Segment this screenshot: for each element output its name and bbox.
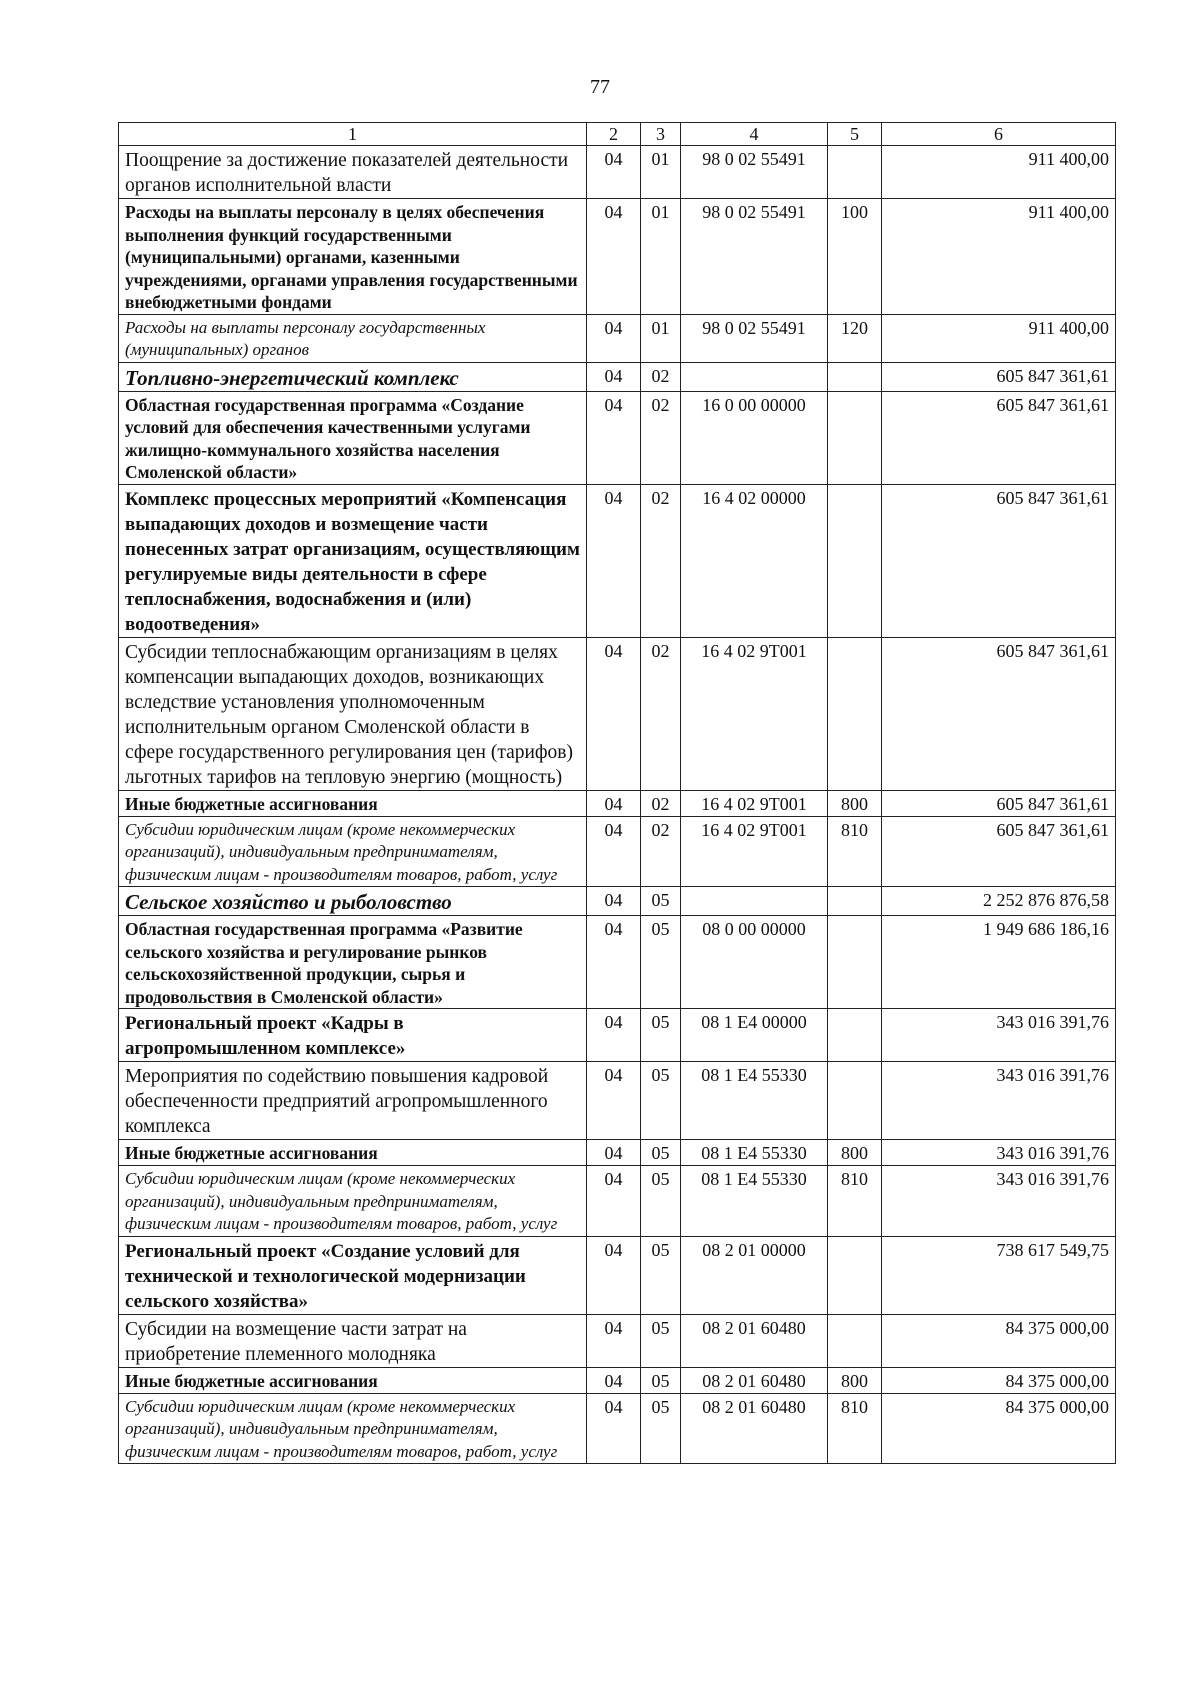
section-code-cell: 04 [587, 1166, 641, 1237]
subsection-code-cell: 02 [641, 362, 681, 391]
target-article-cell: 08 0 00 00000 [681, 916, 828, 1009]
target-article-cell: 08 2 01 00000 [681, 1236, 828, 1314]
amount-cell: 605 847 361,61 [882, 484, 1116, 637]
section-code-cell: 04 [587, 199, 641, 315]
target-article-cell: 16 4 02 9Т001 [681, 816, 828, 887]
target-article-cell: 98 0 02 55491 [681, 146, 828, 199]
row-name-cell: Субсидии юридическим лицам (кроме некоммерческих организаций), индивидуальным предпринимателям, физическим лицам - производителям товаров, работ, услуг [119, 1393, 587, 1464]
column-header: 3 [641, 123, 681, 146]
amount-cell: 605 847 361,61 [882, 816, 1116, 887]
amount-cell: 911 400,00 [882, 146, 1116, 199]
expense-type-cell [828, 1236, 882, 1314]
target-article-cell: 08 1 Е4 55330 [681, 1166, 828, 1237]
amount-cell: 911 400,00 [882, 199, 1116, 315]
expense-type-cell: 810 [828, 1166, 882, 1237]
subsection-code-cell: 05 [641, 916, 681, 1009]
amount-cell: 2 252 876 876,58 [882, 887, 1116, 916]
subsection-code-cell: 05 [641, 1236, 681, 1314]
subsection-code-cell: 01 [641, 146, 681, 199]
expense-type-cell [828, 1009, 882, 1062]
expense-type-cell: 800 [828, 1367, 882, 1393]
subsection-code-cell: 05 [641, 1140, 681, 1166]
expense-type-cell [828, 916, 882, 1009]
subsection-code-cell: 02 [641, 484, 681, 637]
expense-type-cell: 800 [828, 1140, 882, 1166]
column-header: 4 [681, 123, 828, 146]
table-row [119, 916, 1116, 1009]
row-name-cell: Расходы на выплаты персоналу в целях обеспечения выполнения функций государственными (муниципальными) органами, казенными учреждениями, органами управления государственными внебюджетными фондами [119, 199, 587, 315]
subsection-code-cell: 02 [641, 391, 681, 484]
row-name-cell: Субсидии юридическим лицам (кроме некоммерческих организаций), индивидуальным предпринимателям, физическим лицам - производителям товаров, работ, услуг [119, 1166, 587, 1237]
expense-type-cell [828, 1314, 882, 1367]
amount-cell: 605 847 361,61 [882, 362, 1116, 391]
table-row [119, 1393, 1116, 1464]
expense-type-cell [828, 484, 882, 637]
page-number: 77 [590, 76, 610, 98]
expense-type-cell [828, 1062, 882, 1140]
subsection-code-cell: 01 [641, 199, 681, 315]
amount-cell: 911 400,00 [882, 314, 1116, 362]
section-code-cell: 04 [587, 790, 641, 816]
column-header: 1 [119, 123, 587, 146]
expense-type-cell [828, 637, 882, 790]
amount-cell: 343 016 391,76 [882, 1062, 1116, 1140]
table-row [119, 1062, 1116, 1140]
table-row [119, 146, 1116, 199]
amount-cell: 343 016 391,76 [882, 1009, 1116, 1062]
section-code-cell: 04 [587, 1009, 641, 1062]
target-article-cell: 16 4 02 9Т001 [681, 637, 828, 790]
expense-type-cell: 120 [828, 314, 882, 362]
expense-type-cell: 810 [828, 1393, 882, 1464]
section-code-cell: 04 [587, 637, 641, 790]
table-row [119, 637, 1116, 790]
target-article-cell: 08 1 Е4 00000 [681, 1009, 828, 1062]
target-article-cell: 08 2 01 60480 [681, 1367, 828, 1393]
budget-table [118, 122, 1116, 1464]
row-name-cell: Областная государственная программа «Создание условий для обеспечения качественными услугами жилищно-коммунального хозяйства населения Смоленской области» [119, 391, 587, 484]
target-article-cell: 16 4 02 9Т001 [681, 790, 828, 816]
amount-cell: 605 847 361,61 [882, 790, 1116, 816]
target-article-cell: 16 0 00 00000 [681, 391, 828, 484]
table-row [119, 1314, 1116, 1367]
table-row [119, 790, 1116, 816]
section-code-cell: 04 [587, 1062, 641, 1140]
row-name-cell: Топливно-энергетический комплекс [119, 362, 587, 391]
table-row [119, 1236, 1116, 1314]
column-header: 6 [882, 123, 1116, 146]
section-code-cell: 04 [587, 1367, 641, 1393]
section-code-cell: 04 [587, 146, 641, 199]
section-code-cell: 04 [587, 1140, 641, 1166]
row-name-cell: Комплекс процессных мероприятий «Компенсация выпадающих доходов и возмещение части понесенных затрат организациям, осуществляющим регулируемые виды деятельности в сфере теплоснабжения, водоснабжения и (или) водоотведения» [119, 484, 587, 637]
amount-cell: 343 016 391,76 [882, 1140, 1116, 1166]
table-row [119, 887, 1116, 916]
table-row [119, 1166, 1116, 1237]
subsection-code-cell: 05 [641, 1367, 681, 1393]
column-header: 2 [587, 123, 641, 146]
target-article-cell [681, 362, 828, 391]
subsection-code-cell: 05 [641, 1062, 681, 1140]
section-code-cell: 04 [587, 887, 641, 916]
target-article-cell: 08 2 01 60480 [681, 1314, 828, 1367]
row-name-cell: Субсидии теплоснабжающим организациям в целях компенсации выпадающих доходов, возникающих вследствие установления уполномоченным исполнительным органом Смоленской области в сфере государственного регулирования цен (тарифов) льготных тарифов на тепловую энергию (мощность) [119, 637, 587, 790]
amount-cell: 605 847 361,61 [882, 637, 1116, 790]
amount-cell: 84 375 000,00 [882, 1314, 1116, 1367]
table-row [119, 484, 1116, 637]
target-article-cell: 98 0 02 55491 [681, 314, 828, 362]
expense-type-cell [828, 887, 882, 916]
target-article-cell [681, 887, 828, 916]
section-code-cell: 04 [587, 916, 641, 1009]
table-header-row [119, 123, 1116, 146]
section-code-cell: 04 [587, 1314, 641, 1367]
section-code-cell: 04 [587, 1393, 641, 1464]
row-name-cell: Иные бюджетные ассигнования [119, 1367, 587, 1393]
subsection-code-cell: 05 [641, 1009, 681, 1062]
table-row [119, 1140, 1116, 1166]
amount-cell: 738 617 549,75 [882, 1236, 1116, 1314]
target-article-cell: 08 1 Е4 55330 [681, 1140, 828, 1166]
subsection-code-cell: 05 [641, 887, 681, 916]
subsection-code-cell: 05 [641, 1314, 681, 1367]
amount-cell: 343 016 391,76 [882, 1166, 1116, 1237]
table-row [119, 1009, 1116, 1062]
row-name-cell: Региональный проект «Кадры в агропромышленном комплексе» [119, 1009, 587, 1062]
row-name-cell: Региональный проект «Создание условий для технической и технологической модернизации сельского хозяйства» [119, 1236, 587, 1314]
subsection-code-cell: 05 [641, 1393, 681, 1464]
table-row [119, 816, 1116, 887]
expense-type-cell [828, 391, 882, 484]
section-code-cell: 04 [587, 314, 641, 362]
target-article-cell: 16 4 02 00000 [681, 484, 828, 637]
target-article-cell: 08 2 01 60480 [681, 1393, 828, 1464]
target-article-cell: 08 1 Е4 55330 [681, 1062, 828, 1140]
amount-cell: 84 375 000,00 [882, 1367, 1116, 1393]
row-name-cell: Областная государственная программа «Развитие сельского хозяйства и регулирование рынков сельскохозяйственной продукции, сырья и продовольствия в Смоленской области» [119, 916, 587, 1009]
table-row [119, 391, 1116, 484]
subsection-code-cell: 05 [641, 1166, 681, 1237]
target-article-cell: 98 0 02 55491 [681, 199, 828, 315]
row-name-cell: Иные бюджетные ассигнования [119, 1140, 587, 1166]
column-header: 5 [828, 123, 882, 146]
subsection-code-cell: 01 [641, 314, 681, 362]
section-code-cell: 04 [587, 1236, 641, 1314]
table-row [119, 1367, 1116, 1393]
section-code-cell: 04 [587, 484, 641, 637]
table-row [119, 199, 1116, 315]
table-row [119, 362, 1116, 391]
row-name-cell: Субсидии на возмещение части затрат на приобретение племенного молодняка [119, 1314, 587, 1367]
amount-cell: 1 949 686 186,16 [882, 916, 1116, 1009]
subsection-code-cell: 02 [641, 816, 681, 887]
row-name-cell: Мероприятия по содействию повышения кадровой обеспеченности предприятий агропромышленного комплекса [119, 1062, 587, 1140]
row-name-cell: Сельское хозяйство и рыболовство [119, 887, 587, 916]
expense-type-cell [828, 362, 882, 391]
expense-type-cell: 800 [828, 790, 882, 816]
row-name-cell: Расходы на выплаты персоналу государственных (муниципальных) органов [119, 314, 587, 362]
subsection-code-cell: 02 [641, 790, 681, 816]
expense-type-cell: 810 [828, 816, 882, 887]
row-name-cell: Субсидии юридическим лицам (кроме некоммерческих организаций), индивидуальным предпринимателям, физическим лицам - производителям товаров, работ, услуг [119, 816, 587, 887]
expense-type-cell: 100 [828, 199, 882, 315]
section-code-cell: 04 [587, 816, 641, 887]
subsection-code-cell: 02 [641, 637, 681, 790]
table-row [119, 314, 1116, 362]
section-code-cell: 04 [587, 391, 641, 484]
amount-cell: 84 375 000,00 [882, 1393, 1116, 1464]
row-name-cell: Иные бюджетные ассигнования [119, 790, 587, 816]
amount-cell: 605 847 361,61 [882, 391, 1116, 484]
expense-type-cell [828, 146, 882, 199]
section-code-cell: 04 [587, 362, 641, 391]
row-name-cell: Поощрение за достижение показателей деятельности органов исполнительной власти [119, 146, 587, 199]
